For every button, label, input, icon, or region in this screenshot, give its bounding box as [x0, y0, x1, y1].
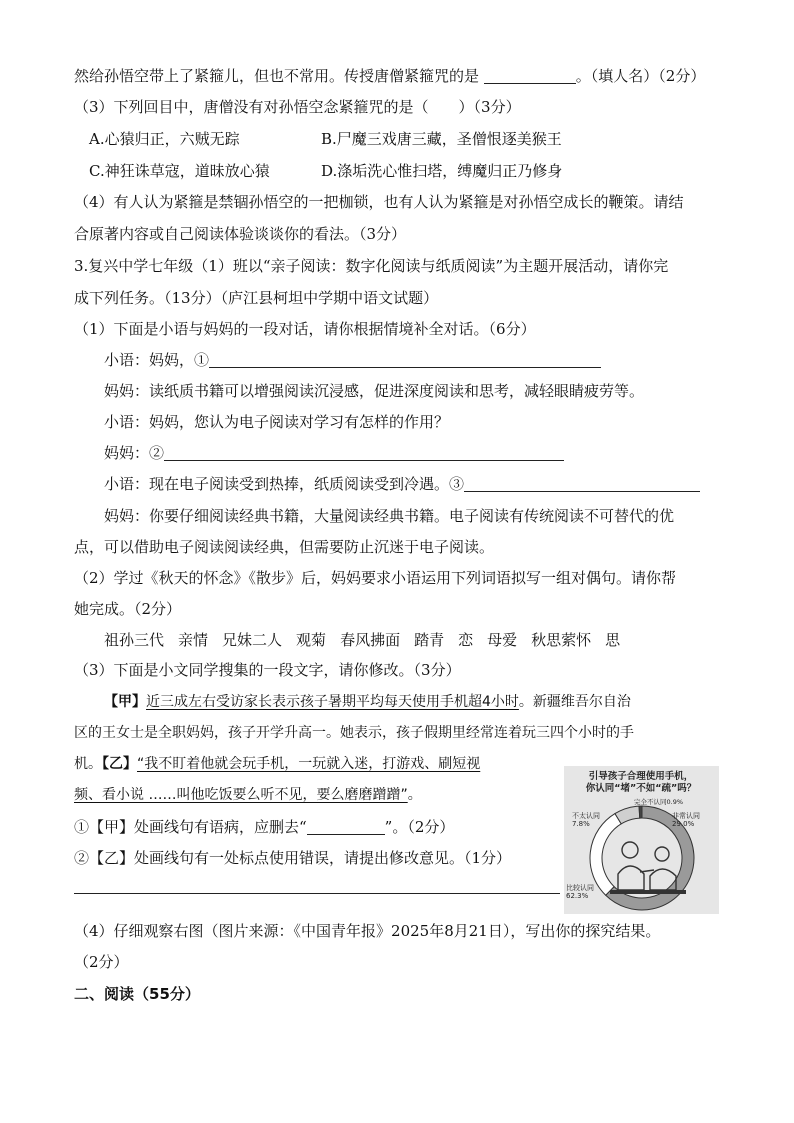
- option-c[interactable]: C.神狂诛草寇，道昧放心猿: [89, 162, 270, 180]
- dialogue-6-line1: 妈妈：你要仔细阅读经典书籍，大量阅读经典书籍。电子阅读有传统阅读不可替代的优: [104, 507, 675, 525]
- word-item: 秋思萦怀: [531, 631, 592, 649]
- word-item: 春风拂面: [340, 631, 401, 649]
- option-a[interactable]: A.心猿归正，六贼无踪: [89, 130, 240, 148]
- passage-line4: 频、看小说 ……叫他吃饭要么听不见，要么磨磨蹭蹭”。: [74, 787, 422, 803]
- word-item: 母爱: [487, 631, 518, 649]
- q3-sub1: （1）下面是小语与妈妈的一段对话，请你根据情境补全对话。（6分）: [74, 320, 536, 338]
- answer-blank-1[interactable]: [209, 351, 601, 368]
- dialogue-3: 小语：妈妈，您认为电子阅读对学习有怎样的作用？: [104, 413, 450, 431]
- dialogue-2: 妈妈：读纸质书籍可以增强阅读沉浸感，促进深度阅读和思考，减轻眼睛疲劳等。: [104, 382, 645, 400]
- yi-underlined-sentence-2: 频、看小说 ……叫他吃饭要么听不见，要么磨磨蹭蹭”: [74, 787, 408, 803]
- passage-line1: 【甲】近三成左右受访家长表示孩子暑期平均每天使用手机超4小时。新疆维吾尔自治: [104, 694, 631, 710]
- q3-sub4-line1: （4）仔细观察右图（图片来源：《中国青年报》2025年8月21日），写出你的探究结果。: [74, 922, 661, 940]
- passage-line2: 区的王女士是全职妈妈，孩子开学升高一。她表示，孩子假期里经常连着玩三四个小时的手: [74, 725, 634, 741]
- q3-sub2-line1: （2）学过《秋天的怀念》《散步》后，妈妈要求小语运用下列词语拟写一组对偶句。请你帮: [74, 569, 677, 587]
- dialogue-1: 小语：妈妈，①: [104, 350, 601, 370]
- word-item: 恋: [458, 631, 474, 649]
- word-item: 踏青: [414, 631, 445, 649]
- word-item: 亲情: [178, 631, 209, 649]
- q-yi: ②【乙】处画线句有一处标点使用错误，请提出修改意见。（1分）: [74, 849, 512, 867]
- dialogue-4: 妈妈：②: [104, 443, 564, 463]
- section-reading-heading: 二、阅读（55分）: [74, 985, 200, 1003]
- q2-sub3: （3）下列回目中，唐僧没有对孙悟空念紧箍咒的是（ ）（3分）: [74, 98, 521, 116]
- pie-label-2: 不太认同 7.8%: [572, 812, 600, 828]
- jia-underlined-sentence: 近三成左右受访家长表示孩子暑期平均每天使用手机超4小时: [146, 694, 519, 710]
- chart-title-line2: 你认同“堵”不如“疏”吗？: [585, 783, 697, 794]
- yi-underlined-sentence-1: “我不盯着他就会玩手机，一玩就入迷，打游戏、刷短视: [137, 756, 481, 772]
- word-item: 观菊: [296, 631, 327, 649]
- option-b[interactable]: B.尸魔三戏唐三藏，圣僧恨逐美猴王: [321, 130, 562, 148]
- delete-word-blank[interactable]: [307, 818, 385, 835]
- word-bank: [104, 630, 634, 650]
- q3-intro-line1: 3.复兴中学七年级（1）班以“亲子阅读：数字化阅读与纸质阅读”为主题开展活动，请你完: [74, 257, 669, 275]
- pie-slice-3: [639, 806, 642, 818]
- q3-intro-line2: 成下列任务。（13分）（庐江县柯坦中学期中语文试题）: [74, 289, 439, 307]
- tag-jia: 【甲】: [104, 694, 146, 710]
- word-item: 兄妹二人: [222, 631, 283, 649]
- survey-chart: [564, 766, 719, 914]
- q2-sub4-line2: 合原著内容或自己阅读体验谈谈你的看法。（3分）: [74, 225, 407, 243]
- q2-sub4-line1: （4）有人认为紧箍是禁锢孙悟空的一把枷锁，也有人认为紧箍是对孙悟空成长的鞭策。请结: [74, 193, 684, 211]
- dialogue-5: 小语：现在电子阅读受到热捧，纸质阅读受到冷遇。③: [104, 474, 700, 494]
- tag-yi: 【乙】: [102, 756, 137, 772]
- word-item: 祖孙三代: [104, 631, 165, 649]
- pie-label-3: 完全不认同0.9%: [634, 798, 684, 806]
- dialogue-6-line2: 点，可以借助电子阅读阅读经典，但需要防止沉迷于电子阅读。: [74, 538, 495, 556]
- pie-label-1: 非常认同 29.0%: [672, 812, 700, 828]
- answer-blank-2[interactable]: [164, 444, 564, 461]
- q-jia: ①【甲】处画线句有语病，应删去“ ”。（2分）: [74, 818, 455, 836]
- passage-line3: 机。【乙】“我不盯着他就会玩手机，一玩就入迷，打游戏、刷短视: [74, 756, 481, 772]
- word-item: 思: [605, 631, 621, 649]
- answer-blank-3[interactable]: [464, 475, 700, 492]
- pie-label-0: 比较认同 62.3%: [566, 884, 594, 900]
- q3-sub2-line2: 她完成。（2分）: [74, 600, 182, 618]
- q3-sub3: （3）下面是小文同学搜集的一段文字，请你修改。（3分）: [74, 661, 461, 679]
- q2-line1: 然给孙悟空带上了紧箍儿，但也不常用。传授唐僧紧箍咒的是 。（填人名）（2分）: [74, 67, 706, 85]
- chart-title-line1: 引导孩子合理使用手机，: [588, 771, 694, 782]
- q2-name-blank[interactable]: [484, 67, 576, 84]
- q3-sub4-line2: （2分）: [74, 953, 129, 971]
- option-d[interactable]: D.涤垢洗心惟扫塔，缚魔归正乃修身: [321, 162, 563, 180]
- answer-line-yi[interactable]: [74, 893, 560, 894]
